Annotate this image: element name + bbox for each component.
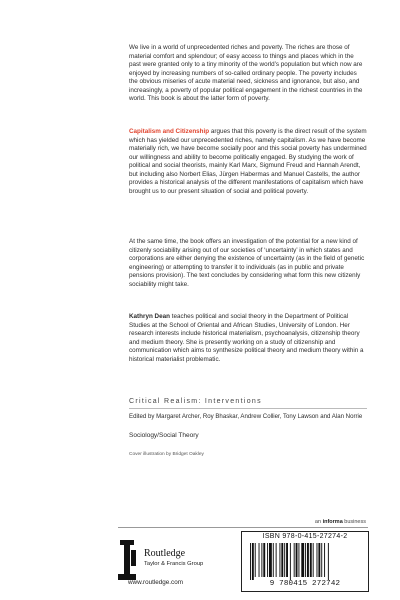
blurb-paragraph-3 — [129, 238, 367, 289]
author-name: Kathryn Dean — [129, 313, 170, 320]
routledge-logo-icon — [116, 540, 140, 584]
informa-tagline: an informa business — [314, 519, 366, 525]
barcode-icon — [248, 543, 362, 580]
subject-category: Sociology/Social Theory — [129, 432, 199, 439]
author-bio — [129, 313, 367, 364]
series-divider — [129, 408, 367, 409]
author-bio-text: teaches political and social theory in the Department of Political Studies at the School of Oriental and African Studies, University of London. Her research interests include historical materialism, psychoanalysis, citizenship theory and medium theory. She is presently working on a study of citizenship and communication which aims to synthesize political theory and medium theory within a historical materialist problematic. — [129, 313, 364, 363]
blurb-text-1: We live in a world of unprecedented riches and poverty. The riches are those of material comfort and splendour; of easy access to things and places which in the past were granted only to a tiny minority of the world’s population but which now are enjoyed by increasing numbers of so-called ordinary people. The poverty includes the obvious miseries of acute material need, sickness and ignorance, but also, and increasingly, a poverty of popular political engagement in the richest countries in the world. This book is about the latter form of poverty. — [129, 44, 363, 102]
publisher-url: www.routledge.com — [128, 579, 183, 586]
isbn-label: ISBN 978-0-415-27274-2 — [262, 533, 348, 540]
publisher-name: Routledge — [144, 548, 186, 559]
barcode-number: 9 780415 272742 — [269, 580, 341, 588]
blurb-text-2: argues that this poverty is the direct result of the system which has yielded our unprecedented riches, namely capitalism. As we have become materially rich, we have become socially poor and this social poverty has undermined our willingness and ability to become politically engaged. By studying the work of political and social theorists, mainly Karl Marx, Sigmund Freud and Hannah Arendt, but including also Norbert Elias, Jürgen Habermas and Manuel Castells, the author provides a historical analysis of the different manifestations of capitalism which have brought us to our present situation of social and political poverty. — [129, 128, 367, 195]
blurb-text-3: At the same time, the book offers an investigation of the potential for a new kind of citizenly sociability arising out of our societies of ‘uncertainty’ in which states and corporations are either denying the existence of uncertainty (as in the field of genetic engineering) or attempting to transfer it to individuals (as in public and private pensions provision). The text concludes by considering what form this new citizenly sociability might take. — [129, 238, 365, 288]
blurb-paragraph-1 — [129, 44, 367, 104]
series-editors: Edited by Margaret Archer, Roy Bhaskar, Andrew Collier, Tony Lawson and Alan Norrie — [129, 413, 363, 420]
book-title-inline: Capitalism and Citizenship — [129, 128, 210, 135]
publisher-group: Taylor & Francis Group — [144, 561, 204, 567]
blurb-paragraph-2 — [129, 128, 367, 196]
barcode-panel — [241, 531, 369, 592]
series-title: Critical Realism: Interventions — [129, 398, 262, 405]
footer-divider — [118, 527, 368, 528]
cover-credit: Cover illustration by Bridget Oakley — [129, 452, 204, 457]
informa-brand: informa — [322, 519, 343, 525]
